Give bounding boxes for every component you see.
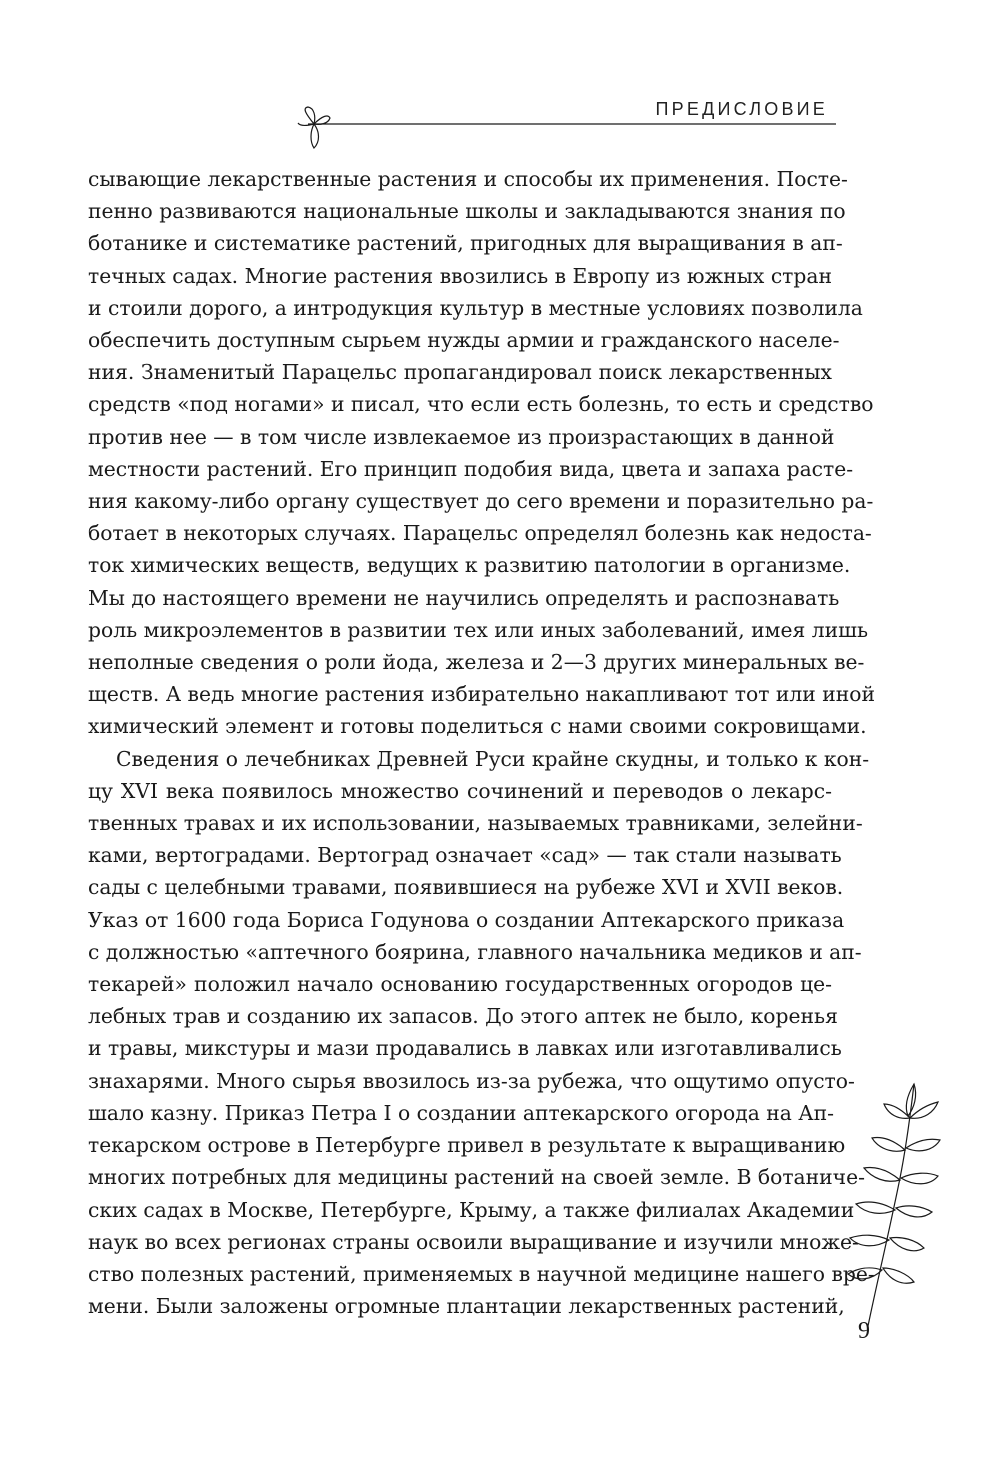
text-line: течных садах. Многие растения ввозились в Европу из южных стран [88,263,832,288]
text-line: ток химических веществ, ведущих к развитию патологии в организме. [88,553,851,578]
running-head: ПРЕДИСЛОВИЕ [655,99,828,119]
text-line: ских садах в Москве, Петербурге, Крыму, а также филиалах Академии [88,1197,855,1222]
body-text [88,163,876,1322]
text-line: ния какому-либо органу существует до сего времени и поразительно ра- [88,489,874,514]
text-line: ботает в некоторых случаях. Парацельс определял болезнь как недоста- [88,521,872,546]
text-line: сады с целебными травами, появившиеся на рубеже XVI и XVII веков. [88,875,844,900]
text-line: химический элемент и готовы поделиться с нами своими сокровищами. [88,714,867,739]
text-line: роль микроэлементов в развитии тех или иных заболеваний, имея лишь [88,617,868,642]
text-line: пенно развиваются национальные школы и закладываются знания по [88,199,846,224]
text-line: шало казну. Приказ Петра I о создании аптекарского огорода на Ап- [88,1100,835,1125]
text-line: сывающие лекарственные растения и способы их применения. Посте- [88,167,848,191]
text-line: и стоили дорого, а интродукция культур в местные условиях позволила [88,295,863,320]
text-line: лебных трав и созданию их запасов. До этого аптек не было, коренья [88,1004,838,1029]
text-line: и травы, микстуры и мази продавались в лавках или изготавливались [88,1036,842,1061]
text-line: Мы до настоящего времени не научились определять и распознавать [88,585,840,610]
paragraph-1 [88,163,876,743]
text-line: ками, вертоградами. Вертоград означает «сад» — так стали называть [88,843,842,868]
text-line: цу XVI века появилось множество сочинений и переводов о лекарс- [88,778,832,803]
text-line: твенных травах и их использовании, называемых травниками, зелейни- [88,811,863,836]
text-line: средств «под ногами» и писал, что если есть болезнь, то есть и средство [88,392,874,417]
text-line: против нее — в том числе извлекаемое из произрастающих в данной [88,424,835,449]
text-line: ство полезных растений, применяемых в научной медицине нашего вре- [88,1261,875,1286]
text-line: неполные сведения о роли йода, железа и 2—3 других минеральных ве- [88,650,865,675]
text-line: Сведения о лечебниках Древней Руси крайне скудны, и только к кон- [116,746,870,771]
text-line: ботанике и систематике растений, пригодных для выращивания в ап- [88,231,843,256]
text-line: обеспечить доступным сырьем нужды армии и гражданского населе- [88,328,840,353]
page-header [0,0,1000,160]
text-line: текарей» положил начало основанию государственных огородов це- [88,972,832,997]
text-line: многих потребных для медицины растений на своей земле. В ботаниче- [88,1165,865,1190]
text-line: с должностью «аптечного боярина, главного начальника медиков и ап- [88,939,862,964]
text-line: мени. Были заложены огромные плантации лекарственных растений, [88,1294,845,1319]
text-line: ществ. А ведь многие растения избирательно накапливают тот или иной [88,682,876,707]
text-line: ния. Знаменитый Парацельс пропагандировал поиск лекарственных [88,360,832,385]
paragraph-2 [88,743,875,1323]
text-line: местности растений. Его принцип подобия вида, цвета и запаха расте- [88,456,854,481]
text-line: текарском острове в Петербурге привел в результате к выращиванию [88,1133,846,1158]
page-number: 9 [858,1318,870,1344]
text-line: знахарями. Много сырья ввозилось из-за рубежа, что ощутимо опусто- [88,1068,855,1093]
text-line: Указ от 1600 года Бориса Годунова о создании Аптекарского приказа [88,907,845,932]
plant-branch-icon [838,1078,948,1332]
text-line: наук во всех регионах страны освоили выращивание и изучили множе- [88,1229,859,1254]
